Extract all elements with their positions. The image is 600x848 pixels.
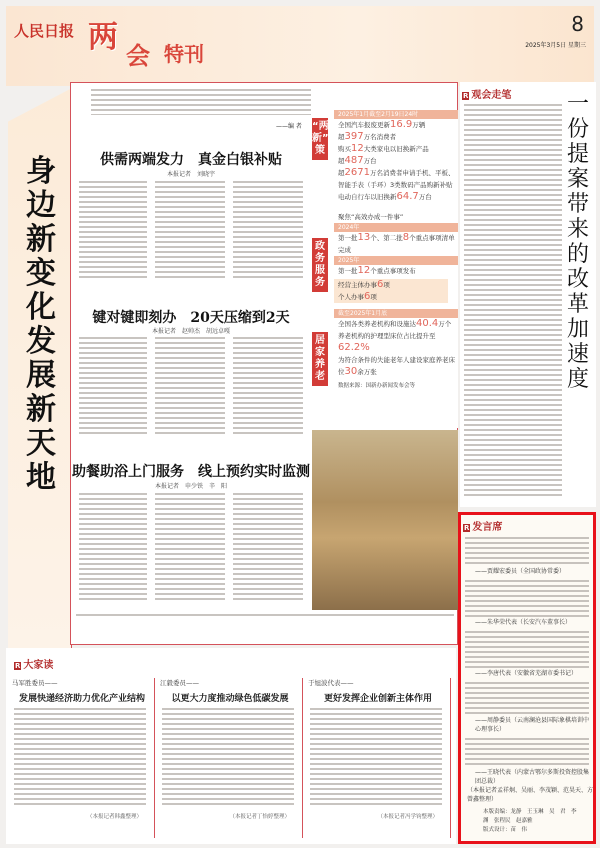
tag-elderly-care: 居家养老 [312,332,328,386]
column-author: 江毅委员—— [160,679,199,687]
byline-2: 本报记者 赵帅杰 胡远卓嘎 [151,328,230,335]
article-2-col [233,337,303,437]
title-char-1: 两 [88,20,118,55]
title-char-2: 会 [126,42,150,70]
stat: 电动自行车以旧换新64.7万台 [338,191,432,202]
section-title: R 大家读 [15,660,54,671]
date-bar: 2025年 [334,256,458,265]
column-title: 以更大力度推动绿色低碳发展 [171,694,289,704]
intro-text [91,89,311,115]
masthead [6,6,594,86]
byline-3: 本报记者 申少铁 辛 阳 [154,483,227,490]
article-1-col [79,181,147,281]
stat: 超2671万名消费者申请手机、平板、智能手表（手环）3类数码产品购新补贴 [338,167,455,189]
data-source: 数据来源：国新办新闻发布会等 [338,383,416,389]
section-title: R 观会走笔 [463,90,512,101]
column-credit: （本报记者韩鑫整理） [86,814,142,820]
issue-date: 2025年3月5日 星期三 [525,42,586,49]
article-1-col [233,181,303,281]
reader-column [306,678,451,838]
article-title-3: 助餐助浴上门服务 线上预约实时监测 [72,464,310,480]
article-3-col [79,493,147,603]
banner-title: 身边新变化 发展新天地 [26,154,56,495]
speaker: ——贾耀宏委员（全国政协常委） [475,568,566,575]
column-title: 更好发挥企业创新主体作用 [323,694,432,704]
article-3-col [233,493,303,603]
stat: 第一批13个、第二批8个重点事项清单完成 [338,232,455,254]
reader-column [10,678,155,838]
stat: 第一批12个重点事项发布 [338,265,416,276]
reader-column [158,678,303,838]
title-special: 特刊 [164,42,204,66]
date-bar: 截至2025年1月底 [334,309,458,318]
article-2-col [155,337,225,437]
article-title-1: 供需两端发力 真金白银补贴 [100,152,282,168]
byline-1: 本报记者 刘晓宇 [166,171,215,178]
fayanxi-box [458,512,596,844]
lead: 聚焦“高效办成一件事” [338,213,404,221]
stat: 为符合条件的失能老年人建设家庭养老床位30余万张 [338,356,455,377]
tag-gov-service: 政务服务 [312,238,328,292]
column-title: 发展快递经济助力优化产业结构 [18,694,145,704]
tag-two-new: “两新”政策 [312,118,328,160]
commentary-text [464,104,562,499]
r-badge-icon: R [464,524,470,532]
r-badge-icon: R [463,92,469,100]
speaker: ——周静委员（云南澜沧县国际象棋培训中心理事长） [475,717,590,733]
intro-signature: ——编 者 [276,123,302,130]
designer: 版式设计：苗 伟 [483,827,528,833]
speaker: ——李唐代表（安徽省芜湖市委书记） [475,670,578,677]
page-number: 8 [571,12,584,36]
stat-box: 经营主体办事6项 个人办事6项 [334,279,448,303]
stat: 购买12大类家电以旧换新产品 [338,143,429,154]
stat: 全国汽车报废更新16.9万辆 [338,119,426,130]
stat: 养老机构的护理型床位占比提升至62.2% [338,332,436,353]
article-1-col [155,181,225,281]
date-bar: 2024年 [334,223,458,232]
article-title-2: 键对键即刻办 20天压缩到2天 [92,310,290,326]
speaker: ——王晓代表（内蒙古鄂尔多斯投资控股集团总裁） [475,769,590,785]
column-author: 于旭波代表—— [308,679,354,687]
infographic [312,110,458,428]
dajiadu-section [6,648,456,844]
article-3-col [155,493,225,603]
editors: 本版责编：龙静 王玉琳 吴 君 李 渊 张程民 赵嘉雅 [483,809,583,824]
stat: 超487万台 [338,155,377,166]
photo-great-hall [312,430,458,610]
article-2-col [79,337,147,437]
credit: （本报记者孟祥炯、吴丽、李茂颖、范昊天、方曾鑫整理） [467,787,594,803]
section-title: R 发言席 [464,522,503,533]
commentary-headline: 一份提案带来的改革加速度 [566,92,589,392]
column-credit: （本报记者丁怡婷整理） [229,814,290,820]
newspaper-logo: 人民日报 [14,22,75,40]
photo-caption [76,614,454,618]
stat: 全国各类养老机构和设施达40.4万个 [338,318,452,329]
speaker: ——朱华荣代表（长安汽车董事长） [475,619,572,626]
date-bar: 2025年1月截至2月19日24时 [334,110,458,119]
column-credit: （本报记者冯学钧整理） [377,814,438,820]
column-author: 马军胜委员—— [12,679,58,687]
r-badge-icon: R [15,662,21,670]
stat: 超397万名消费者 [338,131,397,142]
